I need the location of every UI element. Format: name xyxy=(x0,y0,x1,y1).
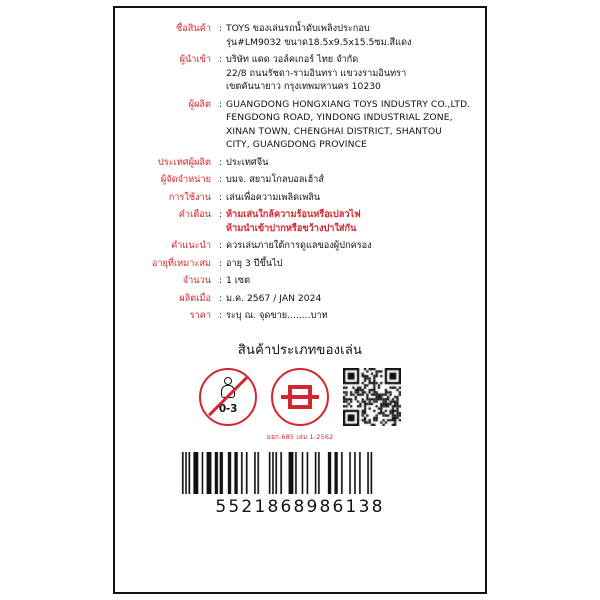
label-row-quantity xyxy=(125,274,475,288)
age-range-text: 0-3 xyxy=(218,402,238,415)
text-line: ห้ามนำเข้าปากหรือขว้างปาใส่กัน xyxy=(226,222,357,234)
label-row-manufacture-date xyxy=(125,292,475,306)
text-line: ควรเล่นภายใต้การดูแลของผู้ปกครอง xyxy=(226,240,372,251)
field-value-manufacturer xyxy=(226,98,475,152)
field-value-quantity xyxy=(226,274,475,288)
tisi-bar xyxy=(288,405,312,409)
label-row-usage xyxy=(125,191,475,205)
label-row-warning xyxy=(125,208,475,235)
qr-code-icon xyxy=(343,368,401,426)
label-row-distributor xyxy=(125,173,475,187)
product-label-card xyxy=(113,6,487,594)
text-line: เขตคันนายาว กรุงเทพมหานคร 10230 xyxy=(226,81,381,92)
field-label-importer: ผู้นำเข้า xyxy=(179,54,211,65)
label-field-list xyxy=(115,8,485,323)
text-line: GUANGDONG HONGXIANG TOYS INDUSTRY CO.,LTD. xyxy=(226,98,471,110)
text-line: อายุ 3 ปีขึ้นไป xyxy=(226,257,283,269)
age-restriction-icon xyxy=(199,368,257,426)
field-value-product-name xyxy=(226,22,475,49)
field-label-quantity: จำนวน xyxy=(182,275,211,286)
text-line: บมจ. สยามโกลบอลเฮ้าส์ xyxy=(226,174,324,185)
text-line: เล่นเพื่อความเพลิดเพลิน xyxy=(226,191,321,203)
text-line: ระบุ ณ. จุดขาย........บาท xyxy=(226,310,328,321)
child-head-shape xyxy=(224,377,232,385)
tisi-standard-icon xyxy=(271,368,329,426)
text-line: XINAN TOWN, CHENGHAI DISTRICT, SHANTOU xyxy=(226,125,442,137)
field-colon: : xyxy=(219,54,223,65)
barcode-number: 5521868986138 xyxy=(215,496,385,517)
text-line: ห้ามเล่นใกล้ความร้อนหรือเปลวไฟ xyxy=(226,209,361,220)
field-label-manufacturer: ผู้ผลิต xyxy=(188,98,211,110)
label-row-recommendation xyxy=(125,239,475,253)
text-line: 22/8 ถนนรัชดา-รามอินทรา แขวงรามอินทรา xyxy=(226,67,407,79)
field-colon: : xyxy=(219,292,223,304)
field-value-importer xyxy=(226,53,475,94)
field-colon: : xyxy=(219,23,223,34)
field-label-suitable-age: อายุที่เหมาะสม xyxy=(151,257,211,269)
field-colon: : xyxy=(219,191,223,203)
certification-marks-row xyxy=(115,368,485,426)
text-line: ม.ค. 2567 / JAN 2024 xyxy=(226,292,322,304)
text-line: ประเทศจีน xyxy=(226,156,269,168)
field-label-warning: คำเตือน xyxy=(178,209,211,220)
barcode-image xyxy=(177,452,423,494)
field-value-suitable-age xyxy=(226,257,475,271)
field-value-distributor xyxy=(226,173,475,187)
field-label-product-name: ชื่อสินค้า xyxy=(176,23,211,34)
qr-code-canvas xyxy=(343,368,401,426)
tisi-glyph xyxy=(281,384,319,410)
field-value-manufacture-date xyxy=(226,292,475,306)
field-label-country: ประเทศผู้ผลิต xyxy=(157,156,211,168)
field-colon: : xyxy=(219,240,223,251)
text-line: บริษัท แดด วอล์คเกอร์ ไทย จำกัด xyxy=(226,54,359,65)
text-line: CITY, GUANGDONG PROVINCE xyxy=(226,139,368,150)
text-line: รุ่น#LM9032 ขนาด18.5x9.5x15.5ซม.สีแดง xyxy=(226,36,412,48)
field-label-recommendation: คำแนะนำ xyxy=(171,240,211,251)
field-value-country xyxy=(226,156,475,170)
label-row-product-name xyxy=(125,22,475,49)
product-category-line: สินค้าประเภทของเล่น xyxy=(237,342,363,358)
field-value-warning xyxy=(226,208,475,235)
tisi-bar xyxy=(288,385,312,389)
field-colon: : xyxy=(219,174,223,185)
field-value-usage xyxy=(226,191,475,205)
tisi-code-text: มอก.685 เล่ม 1-2562 xyxy=(266,432,334,441)
label-row-manufacturer xyxy=(125,98,475,152)
field-label-usage: การใช้งาน xyxy=(168,191,211,203)
field-colon: : xyxy=(219,257,223,269)
text-line: TOYS ของเล่นรถน้ำดับเพลิงประกอบ xyxy=(226,23,370,34)
label-row-price xyxy=(125,309,475,323)
field-label-manufacture-date: ผลิตเมื่อ xyxy=(179,292,211,304)
label-row-importer xyxy=(125,53,475,94)
field-label-distributor: ผู้จัดจำหน่าย xyxy=(160,174,211,185)
field-colon: : xyxy=(219,310,223,321)
label-row-suitable-age xyxy=(125,257,475,271)
field-colon: : xyxy=(219,209,223,220)
text-line: FENGDONG ROAD, YINDONG INDUSTRIAL ZONE, xyxy=(226,112,453,123)
label-row-country-of-manufacture xyxy=(125,156,475,170)
field-label-price: ราคา xyxy=(189,310,211,321)
barcode-block xyxy=(115,452,485,517)
field-colon: : xyxy=(219,275,223,286)
field-value-price xyxy=(226,309,475,323)
field-value-recommendation xyxy=(226,239,475,253)
field-colon: : xyxy=(219,156,223,168)
tisi-bar xyxy=(281,395,319,399)
text-line: 1 เซต xyxy=(226,275,251,286)
field-colon: : xyxy=(219,98,223,110)
